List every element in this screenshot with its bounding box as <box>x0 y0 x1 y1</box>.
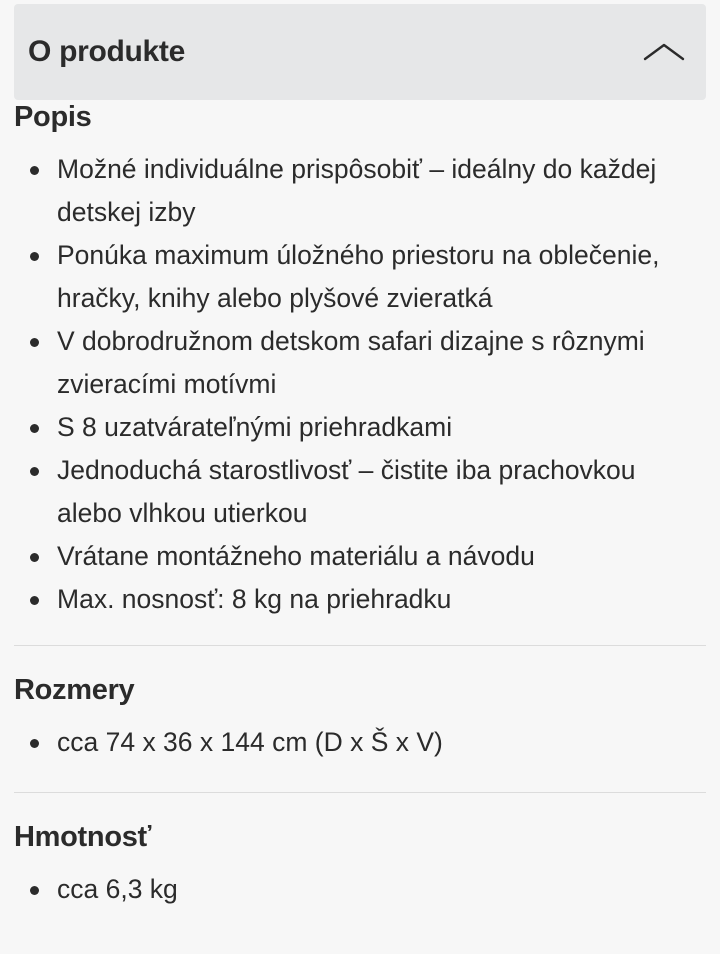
section-title-hmotnost: Hmotnosť <box>14 821 152 853</box>
section-rozmery <box>14 673 706 764</box>
accordion-header-o-produkte[interactable] <box>14 4 706 100</box>
section-title-rozmery: Rozmery <box>14 674 135 706</box>
list-item: Ponúka maximum úložného priestoru na oblečenie, hračky, knihy alebo plyšové zvieratká <box>14 234 706 320</box>
section-divider <box>14 645 706 646</box>
rozmery-list <box>14 721 706 764</box>
list-item: Vrátane montážneho materiálu a návodu <box>14 535 706 578</box>
accordion-content <box>14 100 706 911</box>
list-item: Jednoduchá starostlivosť – čistite iba prachovkou alebo vlhkou utierkou <box>14 449 706 535</box>
list-item: V dobrodružnom detskom safari dizajne s rôznymi zvieracími motívmi <box>14 320 706 406</box>
accordion-title: O produkte <box>28 35 186 68</box>
section-popis <box>14 100 706 621</box>
section-divider <box>14 792 706 793</box>
section-title-popis: Popis <box>14 101 92 133</box>
list-item: cca 74 x 36 x 144 cm (D x Š x V) <box>14 721 706 764</box>
list-item: cca 6,3 kg <box>14 868 706 911</box>
hmotnost-list <box>14 868 706 911</box>
section-hmotnost <box>14 820 706 911</box>
popis-list <box>14 148 706 621</box>
list-item: Max. nosnosť: 8 kg na priehradku <box>14 578 706 621</box>
chevron-up-icon[interactable] <box>642 40 686 64</box>
list-item: Možné individuálne prispôsobiť – ideálny do každej detskej izby <box>14 148 706 234</box>
list-item: S 8 uzatvárateľnými priehradkami <box>14 406 706 449</box>
